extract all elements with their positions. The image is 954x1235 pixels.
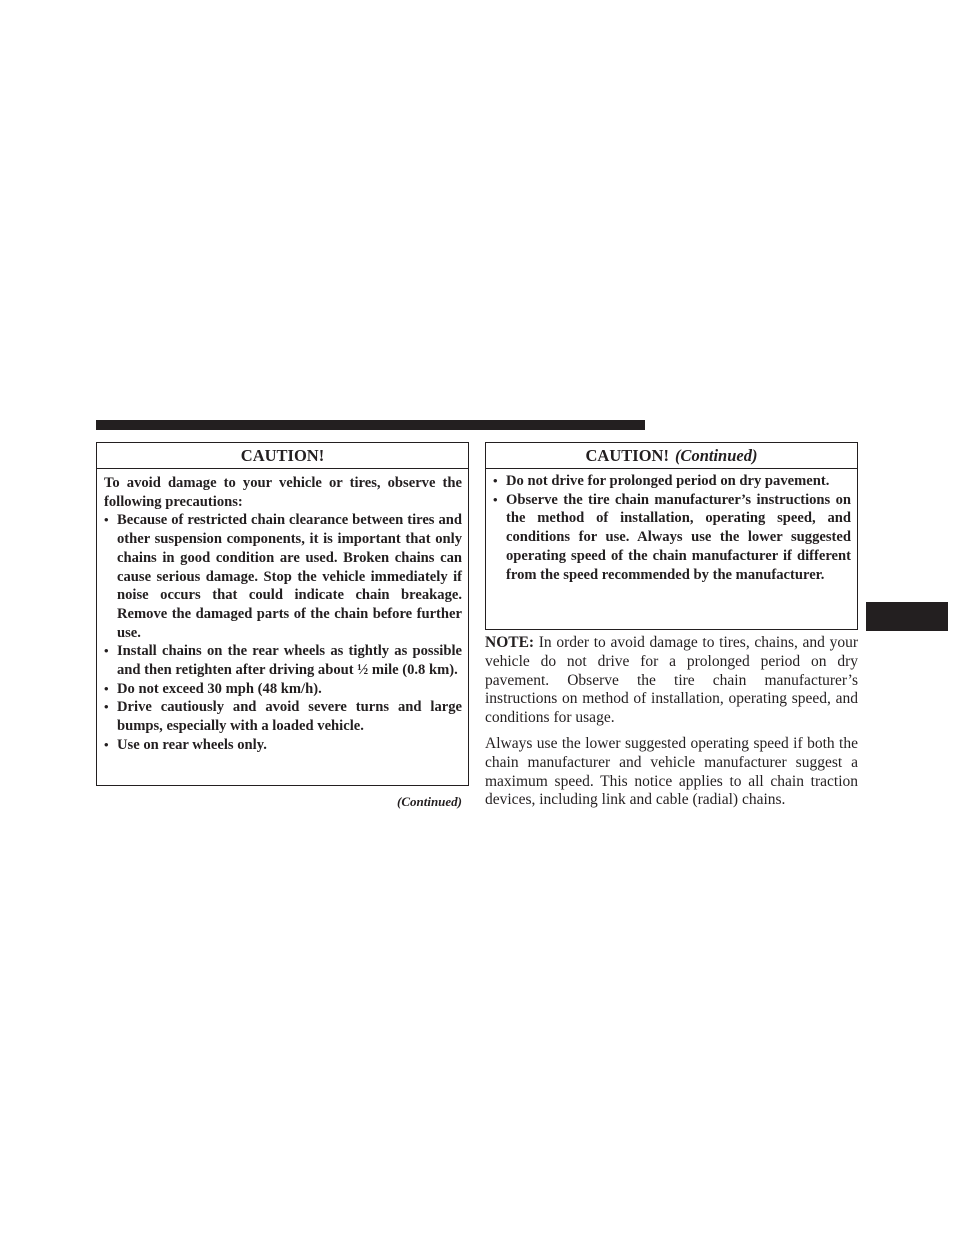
list-item-text: Because of restricted chain clearance between tires and other suspension components, it is important that only chains in good condition are used. Broken chains can cause serious damage. Stop the vehicle immediately if noise occurs that could indicate chain breakage. Remove the damaged parts of the chain before further use.: [117, 512, 462, 641]
caution-bullet-list: [104, 511, 462, 754]
section-top-rule: [96, 420, 645, 430]
chapter-tab-marker: [866, 602, 948, 631]
list-item: [104, 680, 462, 699]
caution-title: CAUTION!: [240, 446, 325, 465]
list-item-text: Use on rear wheels only.: [117, 736, 267, 753]
continued-label: (Continued): [396, 794, 462, 809]
list-item: [104, 736, 462, 755]
caution-bullet-list: [493, 472, 851, 584]
caution-body: [97, 469, 468, 755]
list-item: [104, 698, 462, 735]
list-item: [104, 511, 462, 642]
caution-body: [486, 469, 857, 584]
caution-title-continued: (Continued): [674, 446, 758, 465]
bullet-dot: •: [104, 699, 109, 715]
note-text: In order to avoid damage to tires, chains, and your vehicle do not drive for a prolonged period on dry pavement. Observe the tire chain manufacturer’s instructions on method of installation, operating speed, and conditions for usage.: [485, 634, 858, 727]
bullet-dot: •: [493, 491, 498, 507]
note-paragraph: [485, 634, 858, 728]
bullet-dot: •: [104, 680, 109, 696]
bullet-dot: •: [104, 736, 109, 752]
list-item-text: Do not drive for prolonged period on dry pavement.: [506, 473, 830, 489]
list-item-text: Drive cautiously and avoid severe turns and large bumps, especially with a loaded vehicle.: [117, 699, 462, 735]
bullet-dot: •: [493, 473, 498, 488]
caution-title: CAUTION!: [585, 446, 669, 465]
list-item-text: Install chains on the rear wheels as tightly as possible and then retighten after driving about ½ mile (0.8 km).: [117, 643, 462, 679]
bullet-dot: •: [104, 643, 109, 659]
bullet-dot: •: [104, 512, 109, 528]
caution-heading: [486, 443, 857, 469]
body-paragraph: Always use the lower suggested operating speed if both the chain manufacturer and vehicle manufacturer suggest a maximum speed. This notice applies to all chain traction devices, including link and cable (radial) chains.: [485, 735, 858, 809]
list-item: [493, 491, 851, 585]
caution-box-right: [485, 442, 858, 630]
caution-box-left: [96, 442, 469, 786]
caution-heading: [97, 443, 468, 469]
caution-intro: To avoid damage to your vehicle or tires, observe the following precautions:: [104, 475, 462, 510]
list-item: [104, 642, 462, 679]
list-item: [493, 472, 851, 491]
list-item-text: Observe the tire chain manufacturer’s instructions on the method of installation, operating speed, and conditions for use. Always use the lower suggested operating speed of the chain manufacturer if different from the speed recommended by the manufacturer.: [506, 491, 851, 583]
note-label: NOTE:: [485, 634, 535, 651]
list-item-text: Do not exceed 30 mph (48 km/h).: [117, 680, 322, 697]
